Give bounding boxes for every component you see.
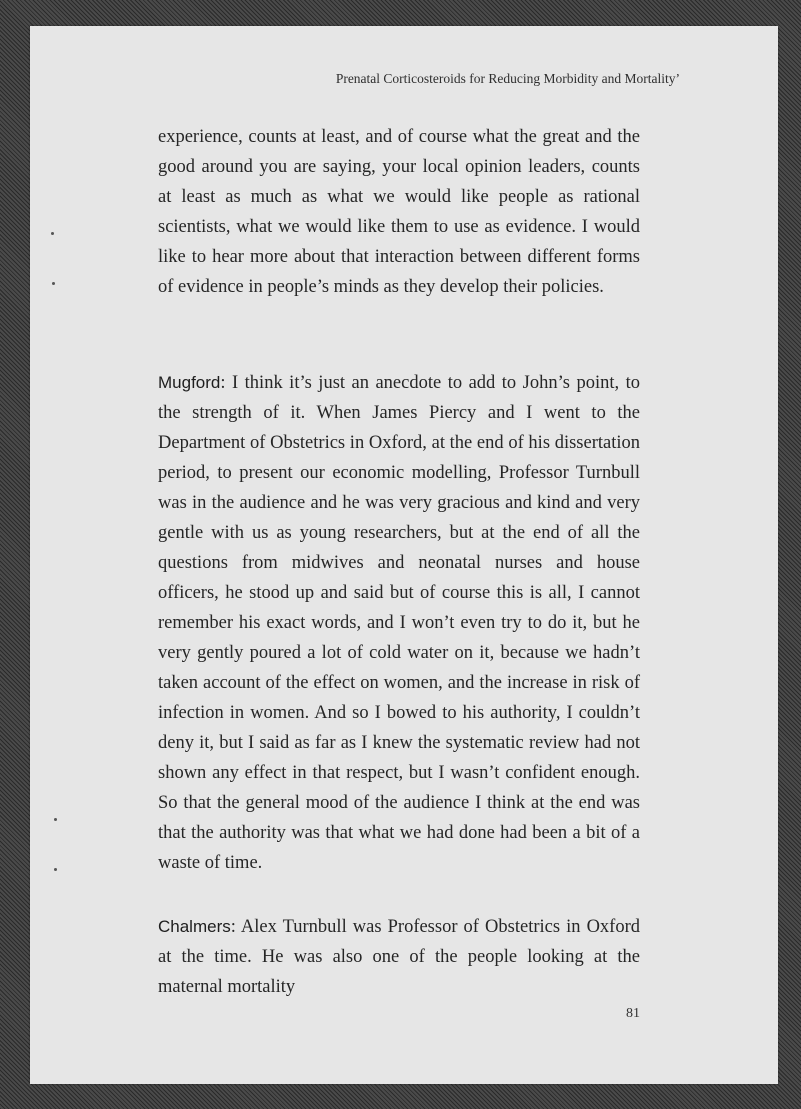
paragraph-continuation <box>158 122 640 302</box>
speaker-name: Mugford <box>158 373 221 392</box>
paragraph-text: : I think it’s just an anecdote to add to John’s point, to the strength of it. When James Piercy and I went to the Department of Obstetrics in Oxford, at the end of his dissertation period, to present our economic modelling, Professor Turnbull was in the audience and he was very gracious and kind and very gentle with us as young researchers, but at the end of all the questions from midwives and neonatal nurses and house officers, he stood up and said but of course this is all, I cannot remember his exact words, and I won’t even try to do it, but he very gently poured a lot of cold water on it, because we hadn’t taken account of the effect on women, and the increase in risk of infection in women. And so I bowed to his authority, I couldn’t deny it, but I said as far as I knew the systematic review had not shown any effect in that respect, but I wasn’t confident enough. So that the general mood of the audience I think at the end was that the authority was that what we had done had been a bit of a waste of time. <box>158 373 640 873</box>
running-header: Prenatal Corticosteroids for Reducing Morbidity and Mortality’ <box>335 71 680 86</box>
paragraph-chalmers <box>158 912 640 1002</box>
page-number: 81 <box>626 1006 640 1021</box>
paper-speck <box>52 282 55 285</box>
paragraph-text: : Alex Turnbull was Professor of Obstetrics in Oxford at the time. He was also one of the people looking at the maternal mortality <box>158 917 640 997</box>
paper-speck <box>54 818 57 821</box>
paragraph-text: experience, counts at least, and of course what the great and the good around you are saying, your local opinion leaders, counts at least as much as what we would like people as rational scientists, what we would like them to use as evidence. I would like to hear more about that interaction between different forms of evidence in people’s minds as they develop their policies. <box>158 127 640 297</box>
document-page <box>30 26 778 1084</box>
paper-speck <box>51 232 54 235</box>
paper-speck <box>54 868 57 871</box>
speaker-name: Chalmers <box>158 917 231 936</box>
paragraph-mugford <box>158 368 640 878</box>
